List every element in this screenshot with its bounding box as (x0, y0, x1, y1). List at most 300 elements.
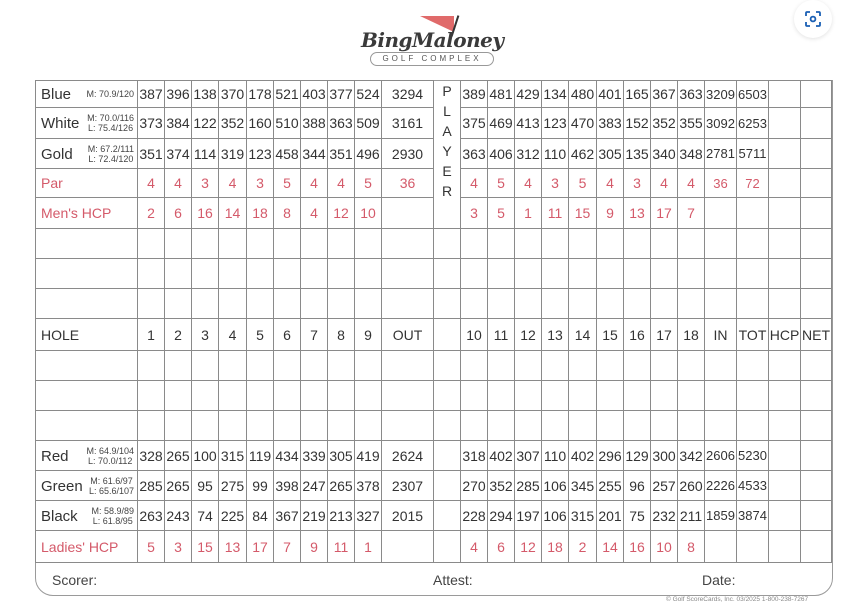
player-name-cell[interactable] (36, 381, 138, 411)
net-cell[interactable] (801, 531, 832, 563)
score-cell[interactable] (247, 351, 274, 381)
row-label: Men's HCP (36, 198, 138, 229)
hole-cell: 3 (192, 169, 219, 198)
hole-cell: 510 (274, 108, 301, 139)
tee-rating: L: 75.4/126 (88, 123, 134, 133)
score-cell[interactable] (138, 229, 165, 259)
hole-cell: 219 (301, 501, 328, 531)
score-cell[interactable] (597, 229, 624, 259)
tot-header: TOT (737, 319, 769, 351)
copyright-text: © Golf ScoreCards, Inc. 03/2025 1-800-238-7267 (666, 596, 809, 603)
hole-cell: 8 (678, 531, 705, 563)
hole-cell: 270 (461, 471, 488, 501)
score-cell[interactable] (301, 381, 328, 411)
out-cell: 36 (382, 169, 434, 198)
score-cell[interactable] (569, 411, 597, 441)
score-cell[interactable] (247, 411, 274, 441)
tee-row (36, 501, 832, 531)
net-cell[interactable] (801, 471, 832, 501)
score-cell[interactable] (219, 351, 247, 381)
player-name-cell[interactable] (36, 259, 138, 289)
score-cell[interactable] (274, 289, 301, 319)
score-cell[interactable] (624, 411, 651, 441)
hole-cell: 345 (569, 471, 597, 501)
score-cell[interactable] (737, 289, 769, 319)
hole-cell: 363 (678, 81, 705, 108)
score-cell[interactable] (328, 289, 355, 319)
net-cell[interactable] (801, 441, 832, 471)
tee-label (36, 501, 138, 531)
score-cell[interactable] (769, 259, 801, 289)
hole-cell: 429 (515, 81, 542, 108)
hole-cell: 152 (624, 108, 651, 139)
score-cell[interactable] (461, 259, 488, 289)
tee-rating: M: 58.9/89 (91, 505, 134, 516)
score-cell[interactable] (382, 229, 434, 259)
score-cell[interactable] (542, 351, 569, 381)
score-cell[interactable] (705, 411, 737, 441)
score-cell[interactable] (678, 381, 705, 411)
out-cell (382, 531, 434, 563)
hole-number: 12 (515, 319, 542, 351)
score-cell[interactable] (769, 289, 801, 319)
hole-cell: 344 (301, 139, 328, 169)
score-cell[interactable] (434, 351, 461, 381)
hole-cell: 11 (328, 531, 355, 563)
net-header: NET (801, 319, 832, 351)
score-cell[interactable] (138, 351, 165, 381)
hole-cell: 12 (328, 198, 355, 229)
hole-cell: 123 (247, 139, 274, 169)
score-cell[interactable] (678, 411, 705, 441)
hole-cell: 165 (624, 81, 651, 108)
hole-cell: 462 (569, 139, 597, 169)
spacer-cell (434, 501, 461, 531)
score-cell[interactable] (737, 229, 769, 259)
hcp-row (36, 531, 832, 563)
score-cell[interactable] (624, 259, 651, 289)
score-cell[interactable] (434, 381, 461, 411)
hole-cell: 305 (328, 441, 355, 471)
score-cell[interactable] (328, 411, 355, 441)
score-cell[interactable] (597, 411, 624, 441)
hcp-cell[interactable] (769, 471, 801, 501)
hcp-cell[interactable] (769, 108, 801, 139)
logo-title: BingMaloney (361, 28, 504, 52)
hole-cell: 315 (219, 441, 247, 471)
player-score-row (36, 289, 832, 319)
hole-cell: 211 (678, 501, 705, 531)
tee-row (36, 81, 832, 108)
score-cell[interactable] (355, 289, 382, 319)
out-cell: 2624 (382, 441, 434, 471)
hole-cell: 197 (515, 501, 542, 531)
course-logo (358, 12, 513, 70)
hole-cell: 285 (515, 471, 542, 501)
tee-name: Green (41, 477, 83, 495)
hcp-cell[interactable] (769, 441, 801, 471)
score-cell[interactable] (678, 259, 705, 289)
score-cell[interactable] (461, 411, 488, 441)
hole-cell: 307 (515, 441, 542, 471)
hole-cell: 383 (597, 108, 624, 139)
hole-cell: 4 (515, 169, 542, 198)
hole-cell: 469 (488, 108, 515, 139)
player-name-cell[interactable] (36, 411, 138, 441)
hole-cell: 119 (247, 441, 274, 471)
score-cell[interactable] (705, 259, 737, 289)
tot-cell: 6253 (737, 108, 769, 139)
score-cell[interactable] (247, 229, 274, 259)
player-name-cell[interactable] (36, 351, 138, 381)
hcp-cell[interactable] (769, 531, 801, 563)
score-cell[interactable] (434, 259, 461, 289)
hole-cell: 2 (569, 531, 597, 563)
score-cell[interactable] (488, 381, 515, 411)
score-cell[interactable] (651, 259, 678, 289)
score-cell[interactable] (569, 289, 597, 319)
net-cell[interactable] (801, 139, 832, 169)
score-cell[interactable] (542, 381, 569, 411)
hcp-header: HCP (769, 319, 801, 351)
player-score-row (36, 229, 832, 259)
score-cell[interactable] (488, 351, 515, 381)
hole-number: 6 (274, 319, 301, 351)
score-cell[interactable] (597, 259, 624, 289)
score-cell[interactable] (515, 411, 542, 441)
score-cell[interactable] (737, 351, 769, 381)
hcp-cell[interactable] (769, 139, 801, 169)
in-cell (705, 531, 737, 563)
score-cell[interactable] (678, 289, 705, 319)
score-cell[interactable] (301, 411, 328, 441)
score-cell[interactable] (165, 289, 192, 319)
score-cell[interactable] (801, 411, 832, 441)
hole-cell: 351 (138, 139, 165, 169)
score-cell[interactable] (515, 381, 542, 411)
hole-number: 15 (597, 319, 624, 351)
hole-cell: 228 (461, 501, 488, 531)
hole-cell: 300 (651, 441, 678, 471)
score-cell[interactable] (355, 381, 382, 411)
score-cell[interactable] (434, 229, 461, 259)
out-cell: 2015 (382, 501, 434, 531)
score-cell[interactable] (165, 229, 192, 259)
score-cell[interactable] (274, 411, 301, 441)
score-cell[interactable] (219, 381, 247, 411)
score-cell[interactable] (382, 289, 434, 319)
score-cell[interactable] (301, 229, 328, 259)
hole-cell: 406 (488, 139, 515, 169)
hole-cell: 327 (355, 501, 382, 531)
spacer-cell (434, 319, 461, 351)
hole-cell: 342 (678, 441, 705, 471)
net-cell[interactable] (801, 108, 832, 139)
score-cell[interactable] (192, 381, 219, 411)
score-cell[interactable] (192, 229, 219, 259)
score-cell[interactable] (274, 381, 301, 411)
score-cell[interactable] (192, 411, 219, 441)
score-cell[interactable] (382, 411, 434, 441)
hole-cell: 3 (461, 198, 488, 229)
score-cell[interactable] (355, 229, 382, 259)
hole-cell: 9 (597, 198, 624, 229)
out-header: OUT (382, 319, 434, 351)
score-cell[interactable] (542, 259, 569, 289)
score-cell[interactable] (705, 381, 737, 411)
score-cell[interactable] (461, 229, 488, 259)
score-cell[interactable] (569, 259, 597, 289)
score-cell[interactable] (247, 289, 274, 319)
score-cell[interactable] (219, 259, 247, 289)
net-cell[interactable] (801, 169, 832, 198)
score-cell[interactable] (192, 259, 219, 289)
hole-cell: 363 (461, 139, 488, 169)
score-cell[interactable] (274, 229, 301, 259)
hole-cell: 480 (569, 81, 597, 108)
hole-cell: 2 (138, 198, 165, 229)
hole-cell: 84 (247, 501, 274, 531)
score-cell[interactable] (769, 411, 801, 441)
hole-cell: 17 (247, 531, 274, 563)
score-cell[interactable] (801, 351, 832, 381)
hcp-cell[interactable] (769, 501, 801, 531)
score-cell[interactable] (542, 229, 569, 259)
score-cell[interactable] (515, 351, 542, 381)
hole-cell: 403 (301, 81, 328, 108)
hole-number: 13 (542, 319, 569, 351)
score-cell[interactable] (597, 381, 624, 411)
net-cell[interactable] (801, 81, 832, 108)
hole-cell: 481 (488, 81, 515, 108)
score-cell[interactable] (542, 411, 569, 441)
score-cell[interactable] (678, 351, 705, 381)
score-cell[interactable] (301, 259, 328, 289)
score-cell[interactable] (165, 259, 192, 289)
score-cell[interactable] (274, 351, 301, 381)
hole-cell: 402 (569, 441, 597, 471)
hole-cell: 265 (165, 441, 192, 471)
hole-cell: 296 (597, 441, 624, 471)
hole-cell: 328 (138, 441, 165, 471)
score-cell[interactable] (737, 259, 769, 289)
score-cell[interactable] (515, 289, 542, 319)
score-cell[interactable] (247, 259, 274, 289)
in-cell: 36 (705, 169, 737, 198)
score-cell[interactable] (165, 411, 192, 441)
hole-number: 11 (488, 319, 515, 351)
score-cell[interactable] (488, 289, 515, 319)
hcp-cell[interactable] (769, 81, 801, 108)
score-cell[interactable] (219, 229, 247, 259)
hole-cell: 134 (542, 81, 569, 108)
score-cell[interactable] (597, 289, 624, 319)
score-cell[interactable] (382, 381, 434, 411)
tee-name: Gold (41, 145, 73, 163)
tee-rating: L: 72.4/120 (88, 153, 134, 164)
tee-label (36, 81, 138, 108)
player-letter: R (441, 182, 453, 199)
row-label: Ladies' HCP (36, 531, 138, 563)
score-cell[interactable] (569, 381, 597, 411)
score-cell[interactable] (138, 381, 165, 411)
score-cell[interactable] (488, 259, 515, 289)
tee-label (36, 139, 138, 169)
hole-cell: 17 (651, 198, 678, 229)
hole-number: 17 (651, 319, 678, 351)
hcp-cell[interactable] (769, 169, 801, 198)
in-cell: 2606 (705, 441, 737, 471)
hole-number: 3 (192, 319, 219, 351)
hole-cell: 75 (624, 501, 651, 531)
hole-cell: 3 (542, 169, 569, 198)
hole-cell: 1 (515, 198, 542, 229)
score-cell[interactable] (328, 259, 355, 289)
scorecard-grid (35, 80, 832, 563)
hole-cell: 4 (138, 169, 165, 198)
score-cell[interactable] (769, 381, 801, 411)
score-cell[interactable] (301, 289, 328, 319)
score-cell[interactable] (597, 351, 624, 381)
hole-cell: 13 (219, 531, 247, 563)
score-cell[interactable] (651, 411, 678, 441)
net-cell[interactable] (801, 501, 832, 531)
score-cell[interactable] (461, 289, 488, 319)
score-cell[interactable] (624, 381, 651, 411)
score-cell[interactable] (355, 351, 382, 381)
score-cell[interactable] (461, 381, 488, 411)
score-cell[interactable] (705, 289, 737, 319)
score-cell[interactable] (488, 229, 515, 259)
score-cell[interactable] (737, 411, 769, 441)
score-cell[interactable] (382, 351, 434, 381)
score-cell[interactable] (801, 229, 832, 259)
score-cell[interactable] (192, 289, 219, 319)
score-cell[interactable] (328, 351, 355, 381)
tee-rating: M: 61.6/97 (90, 475, 133, 486)
hcp-cell[interactable] (769, 198, 801, 229)
tot-cell: 3874 (737, 501, 769, 531)
score-cell[interactable] (219, 289, 247, 319)
hole-cell: 434 (274, 441, 301, 471)
hole-cell: 10 (651, 531, 678, 563)
score-cell[interactable] (624, 351, 651, 381)
hole-cell: 255 (597, 471, 624, 501)
score-cell[interactable] (382, 259, 434, 289)
player-score-row (36, 351, 832, 381)
hole-cell: 138 (192, 81, 219, 108)
hole-cell: 389 (461, 81, 488, 108)
score-cell[interactable] (651, 351, 678, 381)
score-cell[interactable] (515, 229, 542, 259)
score-cell[interactable] (569, 351, 597, 381)
hole-cell: 4 (678, 169, 705, 198)
hole-cell: 10 (355, 198, 382, 229)
score-cell[interactable] (138, 289, 165, 319)
score-cell[interactable] (737, 381, 769, 411)
score-cell[interactable] (165, 351, 192, 381)
hole-number: 18 (678, 319, 705, 351)
score-cell[interactable] (542, 289, 569, 319)
score-cell[interactable] (569, 229, 597, 259)
score-cell[interactable] (678, 229, 705, 259)
score-cell[interactable] (138, 411, 165, 441)
hole-cell: 263 (138, 501, 165, 531)
hole-cell: 8 (274, 198, 301, 229)
score-cell[interactable] (328, 229, 355, 259)
hole-cell: 4 (301, 169, 328, 198)
score-cell[interactable] (247, 381, 274, 411)
score-cell[interactable] (801, 259, 832, 289)
hole-cell: 129 (624, 441, 651, 471)
hole-cell: 524 (355, 81, 382, 108)
hole-cell: 201 (597, 501, 624, 531)
tot-cell: 4533 (737, 471, 769, 501)
in-cell: 3092 (705, 108, 737, 139)
score-cell[interactable] (192, 351, 219, 381)
score-cell[interactable] (769, 229, 801, 259)
hole-cell: 367 (651, 81, 678, 108)
google-lens-icon (804, 10, 822, 28)
score-cell[interactable] (461, 351, 488, 381)
hole-cell: 373 (138, 108, 165, 139)
score-cell[interactable] (624, 289, 651, 319)
tee-rating: L: 61.8/95 (92, 515, 133, 526)
score-cell[interactable] (515, 259, 542, 289)
player-name-cell[interactable] (36, 229, 138, 259)
score-cell[interactable] (274, 259, 301, 289)
player-letter: A (442, 122, 452, 139)
hole-cell: 396 (165, 81, 192, 108)
hole-cell: 294 (488, 501, 515, 531)
score-cell[interactable] (328, 381, 355, 411)
score-cell[interactable] (355, 411, 382, 441)
tee-name: Red (41, 447, 69, 465)
hole-cell: 4 (301, 198, 328, 229)
score-cell[interactable] (769, 351, 801, 381)
score-cell[interactable] (651, 289, 678, 319)
score-cell[interactable] (301, 351, 328, 381)
score-cell[interactable] (138, 259, 165, 289)
score-cell[interactable] (651, 229, 678, 259)
net-cell[interactable] (801, 198, 832, 229)
score-cell[interactable] (624, 229, 651, 259)
google-lens-button[interactable] (794, 0, 832, 38)
hole-cell: 351 (328, 139, 355, 169)
score-cell[interactable] (488, 411, 515, 441)
score-cell[interactable] (355, 259, 382, 289)
in-cell (705, 198, 737, 229)
score-cell[interactable] (434, 411, 461, 441)
player-name-cell[interactable] (36, 289, 138, 319)
score-cell[interactable] (434, 289, 461, 319)
hole-cell: 339 (301, 441, 328, 471)
hole-cell: 106 (542, 501, 569, 531)
score-cell[interactable] (651, 381, 678, 411)
hole-cell: 265 (165, 471, 192, 501)
score-cell[interactable] (219, 411, 247, 441)
hole-cell: 6 (488, 531, 515, 563)
score-cell[interactable] (705, 229, 737, 259)
score-cell[interactable] (165, 381, 192, 411)
hole-number-row (36, 319, 832, 351)
score-cell[interactable] (801, 289, 832, 319)
score-cell[interactable] (801, 381, 832, 411)
tee-rating: M: 64.9/104 (86, 445, 134, 456)
score-cell[interactable] (705, 351, 737, 381)
date-label: Date: (702, 572, 736, 588)
hole-number: 9 (355, 319, 382, 351)
